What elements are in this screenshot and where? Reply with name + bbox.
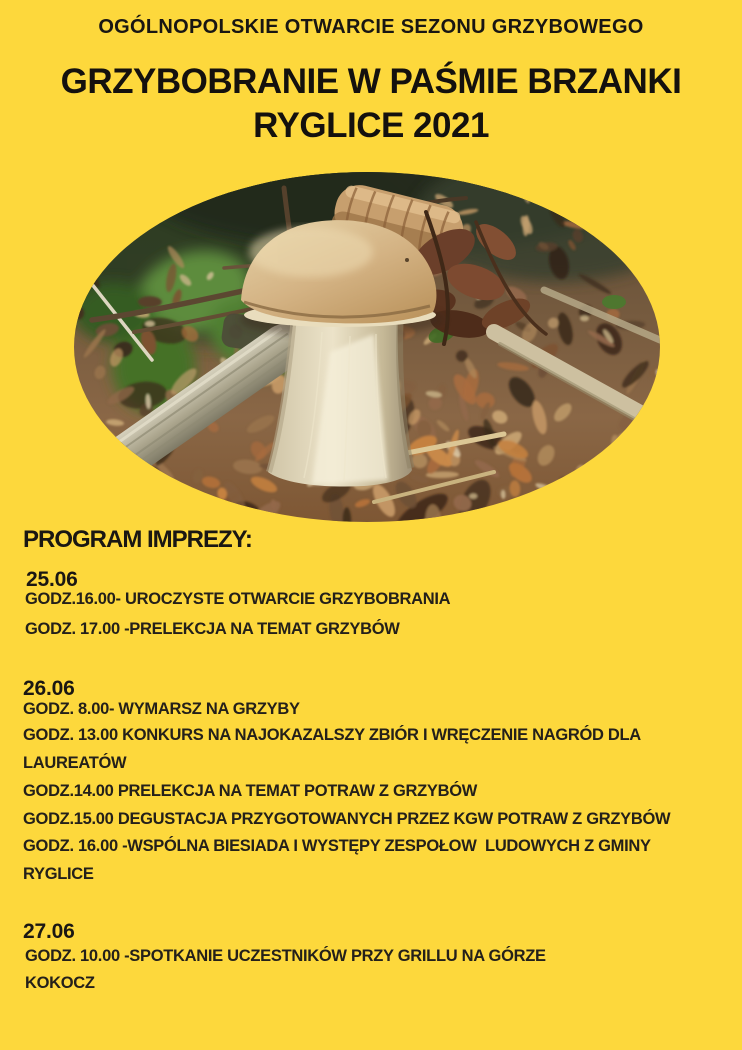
poster-title-line2: RYGLICE 2021 bbox=[253, 106, 489, 145]
kicker-text: OGÓLNOPOLSKIE OTWARCIE SEZONU GRZYBOWEGO bbox=[98, 16, 644, 38]
photo-vignette bbox=[74, 172, 660, 522]
program-line: RYGLICE bbox=[23, 865, 94, 883]
program-line: GODZ.14.00 PRELEKCJA NA TEMAT POTRAW Z GRZYBÓW bbox=[23, 782, 478, 800]
program-line: GODZ. 17.00 -PRELEKCJA NA TEMAT GRZYBÓW bbox=[25, 620, 400, 638]
program-heading: PROGRAM IMPREZY: bbox=[23, 526, 252, 553]
mushroom-photo-svg bbox=[74, 172, 660, 522]
program-line: KOKOCZ bbox=[25, 974, 95, 992]
program-line: GODZ. 13.00 KONKURS NA NAJOKAZALSZY ZBIÓR I WRĘCZENIE NAGRÓD DLA bbox=[23, 726, 641, 744]
day-date-25-06: 25.06 bbox=[26, 568, 78, 591]
program-line: GODZ.15.00 DEGUSTACJA PRZYGOTOWANYCH PRZEZ KGW POTRAW Z GRZYBÓW bbox=[23, 810, 671, 828]
program-line: LAUREATÓW bbox=[23, 754, 127, 772]
day-date-26-06: 26.06 bbox=[23, 677, 75, 700]
day-date-27-06: 27.06 bbox=[23, 920, 75, 943]
program-line: GODZ.16.00- UROCZYSTE OTWARCIE GRZYBOBRANIA bbox=[25, 590, 451, 608]
program-line: GODZ. 10.00 -SPOTKANIE UCZESTNIKÓW PRZY GRILLU NA GÓRZE bbox=[25, 947, 546, 965]
mushroom-photo bbox=[74, 172, 660, 522]
program-line: GODZ. 8.00- WYMARSZ NA GRZYBY bbox=[23, 700, 300, 718]
poster-title-line1: GRZYBOBRANIE W PAŚMIE BRZANKI bbox=[60, 62, 682, 101]
program-line: GODZ. 16.00 -WSPÓLNA BIESIADA I WYSTĘPY ZESPOŁOW LUDOWYCH Z GMINY bbox=[23, 837, 651, 855]
